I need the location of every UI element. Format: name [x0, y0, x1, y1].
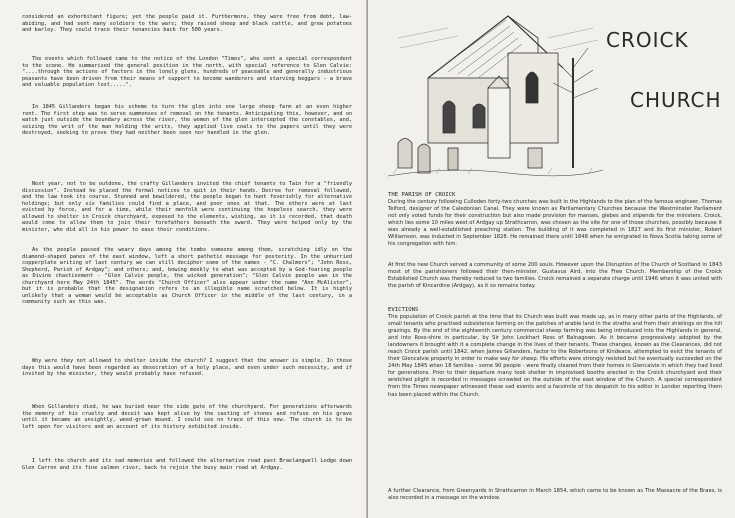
left-page	[0, 0, 367, 518]
left-paragraph-3: In 1845 Gillanders began his scheme to turn the glen into one large sheep farm at an even higher rent. The first step was to serve summonses of removal on the tenants. Anticipating this, however, and on watch just outside the boundary across the river, the women of the glen intercepted the constables, and, seizing the writ of the man holding the writs, they applied live coals to the papers until they were destroyed, seeking to prove they had neither been seen nor handled in the glen.	[22, 104, 352, 136]
parish-heading: THE PARISH OF CROICK	[388, 192, 456, 198]
evictions-paragraph-1: The population of Croick parish at the time that its Church was built was made up, as in many other parts of the Highlands, of small tenants who practised subsistence farming on the patches of arable land in the straths and from their shielings on the hill grazings. By the end of the eighteenth century commercial sheep farming was being introduced into the Highlands in general, and into Ross-shire in particular, by Sir John Lockhart Ross of Balnagown. As it became progressively adopted by the landowners it brought with it a complete change in the lives of their tenants. These changes, known as the Clearances, did not reach Croick parish until 1842, when James Gillanders, factor to the Robertsons of Kindeace, attempted to evict the tenants of their Glencalvie property in order to make way for sheep. His efforts were strongly resisted but he eventually succeeded on the 24th May 1845 when 18 families - some 90 people - were finally cleared from their homes in Glencalvie in which they had lived for generations. Prior to their departure many took shelter in improvised booths erected in the Croick churchyard and their wretched plight is recorded in messages scrawled on the outside of the east window of the Church. A special correspondent from the Times newspaper witnessed these sad events and a facsimile of his despatch to his editor in London reporting them has been placed within the Church.	[388, 314, 722, 398]
evictions-paragraph-2: A further Clearance, from Greenyards in Strathcarron in March 1854, which came to be known as The Massacre of the Braes, is also recorded in a message on the window.	[388, 488, 722, 502]
evictions-heading: EVICTIONS	[388, 307, 419, 313]
right-page	[368, 0, 735, 518]
parish-paragraph-1: During the century following Culloden forty-two churches was built in the Highlands to the plan of the famous engineer, Thomas Telford, designer of the Caledonian Canal. They were known as Parliamentary Churches because the Westminster Parliament not only voted funds for their construction but also made provision for manses, glebes and stipends for the ministers. Croick, which lies some 10 miles west of Ardgay up Strathcarron, was chosen as the site for one of those churches, possibly because it was already a well-established preaching station. The building of it was completed in 1827 and its first minister, Robert Williamson, was inducted in September 1828. He remained there until 1848 when he emigrated to Nova Scotia taking some of his congregation with him.	[388, 199, 722, 248]
parish-paragraph-2: At first the new Church served a community of some 200 souls. However upon the Disruption of the Church of Scotland in 1843 most of the parishioners followed their then-minister, Gustavus Aird, into the Free Church. Membership of the Croick Established Church was thereby reduced to two families. Croick remained a separate charge until 1946 when it was united with the parish of Kincardine (Ardgay), as it so remains today.	[388, 262, 722, 290]
left-paragraph-6: Why were they not allowed to shelter inside the church? I suggest that the answer is simple. In those days this would have been regarded as desecration of a holy place, and even under such necessity, and if invited by the minister, they would probably have refused.	[22, 358, 352, 377]
title-church: CHURCH	[630, 88, 722, 112]
left-paragraph-8: I left the church and its sad memories and followed the alternative road past Braelangwell Lodge down Glen Carron and its fine salmon river, back to rejoin the busy main road at Ardgay.	[22, 458, 352, 471]
left-paragraph-7: When Gillanders died, he was buried near the side gate of the churchyard. For generations afterwards the memory of his cruelty and deceit was kept alive by the casting of stones and refuse on his grave until it became an unsightly, weed-grown mound. I could see no trace of this now. The church is to be left open for visitors and an account of its history exhibited inside.	[22, 404, 352, 430]
left-paragraph-5: As the people passed the weary days among the tombs someone among them, scratching idly on the diamond-shaped panes of the east window, left a short pathetic message for posterity. In the unhurried copperplate writing of last century we can still decipher some of the names - "C. Chalmers"; "John Ross, Shepherd, Parish of Ardgay"; and others; and, bowing meekly to what was accepted by a God-fearing people as Divine chastisement - "Glen Calvie people, the wicked generation"; "Glen Calvie people was in the churchyard here May 24th 1845". The words "Church Officer" also appear under the name "Ann McAlister", but it is probable that the designation refers to an illegible name scratched below. It is highly unlikely that a woman would be acceptable as Church Officer in the middle of the last century, in a community such as this was.	[22, 247, 352, 305]
left-paragraph-4: Next year, not to be outdone, the crafty Gillanders invited the chief tenants to Tain for a "friendly discussion". Instead he placed the formal notices to quit in their hands. Decree for removal followed, and the law took its course. Stunned and bewildered, the people began to hunt feverishly for alternative holdings; but only six families could find a place, and poor ones at that. The others were at last evicted by force, and for a time, while their menfolk were continuing the hopeless search, they were allowed to shelter in Croick churchyard, exposed to the elements, wishing, as it is recorded, that death would come to allow them to join their forefathers beneath the sward. They were helped only by the minister, who did all in his power to ease their conditions.	[22, 181, 352, 233]
title-croick: CROICK	[606, 28, 689, 52]
church-drawing-illustration	[388, 8, 603, 180]
left-paragraph-2: The events which followed came to the notice of the London "Times", who sent a special correspondent to the scene. He summarised the general position in the north, with special reference to Glen Calvie: "....through the actions of factors in the lonely glens, hundreds of peaceable and generally industrious peasants have been driven from their means of support to become wanderers and starving beggars - a brave and valuable population lost.....".	[22, 56, 352, 88]
left-paragraph-1: considered an exhorbitant figure; yet the people paid it. Furthermore, they were free from debt, law-abiding, and had sent many soldiers to the wars; they raised sheep and black cattle, and grew potatoes and barley. They could trace their tenancies back for 500 years.	[22, 14, 352, 33]
